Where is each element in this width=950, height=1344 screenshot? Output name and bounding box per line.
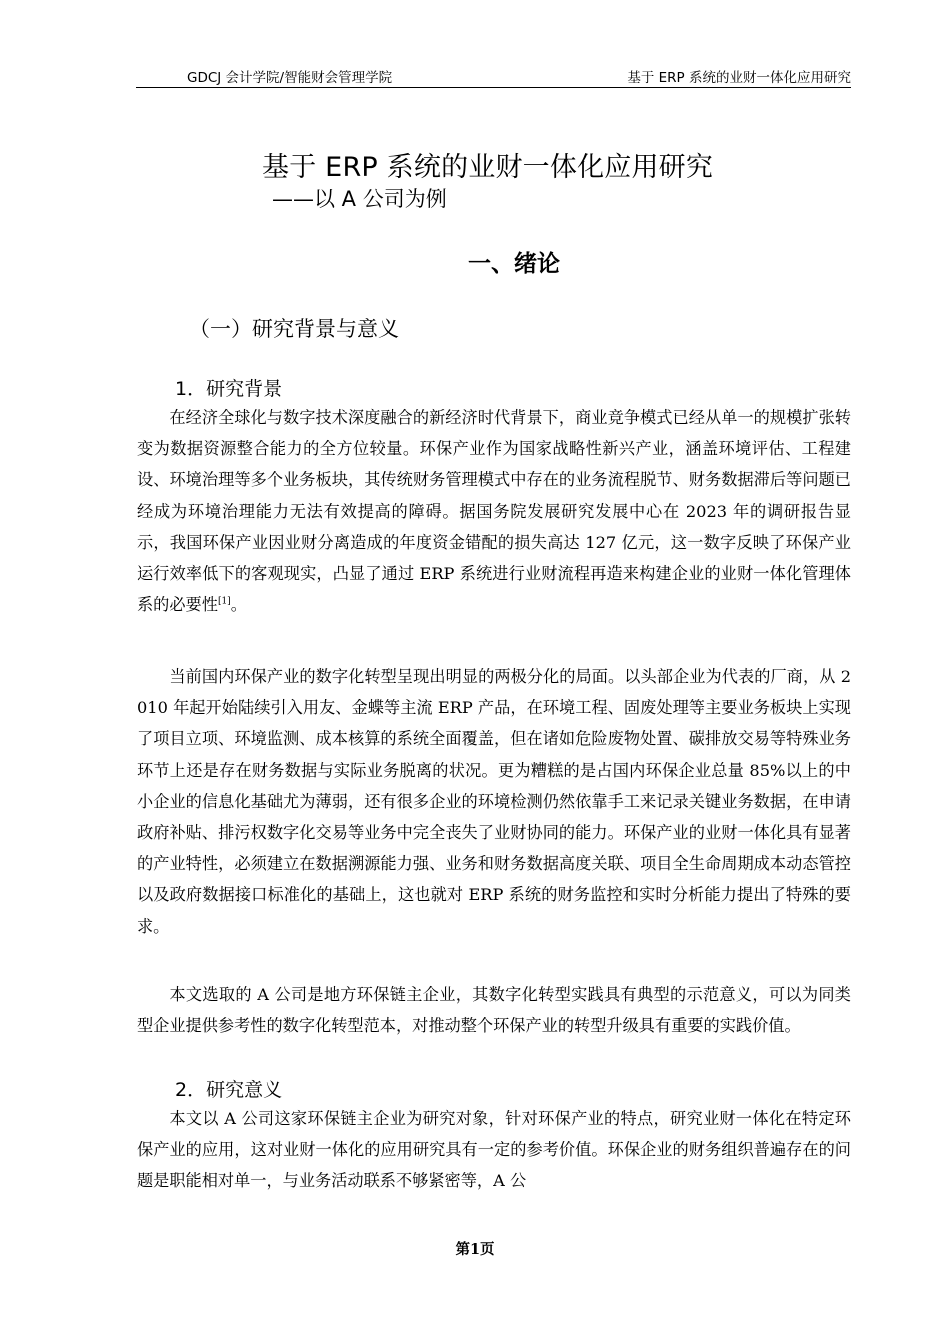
paragraph: 当前国内环保产业的数字化转型呈现出明显的两极分化的局面。以头部企业为代表的厂商，从 2010 年起开始陆续引入用友、金蝶等主流 ERP 产品，在环境工程、固废处理等主要业务板块上实现了项目立项、环境监测、成本核算的系统全面覆盖，但在诸如危险废物处置、碳排放交易等特殊业务环节上还是存在财务数据与实际业务脱离的状况。更为糟糕的是占国内环保企业总量 85%以上的中小企业的信息化基础尤为薄弱，还有很多企业的环境检测仍然依靠手工来记录关键业务数据，在申请政府补贴、排污权数字化交易等业务中完全丧失了业财协同的能力。环保产业的业财一体化具有显著的产业特性，必须建立在数据溯源能力强、业务和财务数据高度关联、项目全生命周期成本动态管控以及政府数据接口标准化的基础上，这也就对 ERP 系统的财务监控和实时分析能力提出了特殊的要求。	[137, 667, 851, 936]
paragraph: 本文选取的 A 公司是地方环保链主企业，其数字化转型实践具有典型的示范意义，可以为同类型企业提供参考性的数字化转型范本，对推动整个环保产业的转型升级具有重要的实践价值。	[137, 985, 851, 1036]
header-right-text: 基于 ERP 系统的业财一体化应用研究	[627, 70, 851, 86]
header-divider	[136, 87, 851, 88]
citation: [1]	[217, 596, 231, 607]
paragraph-text: 在经济全球化与数字技术深度融合的新经济时代背景下，商业竞争模式已经从单一的规模扩张转变为数据资源整合能力的全方位较量。环保产业作为国家战略性新兴产业，涵盖环境评估、工程建设、环境治理等多个业务板块，其传统财务管理模式中存在的业务流程脱节、财务数据滞后等问题已经成为环境治理能力无法有效提高的障碍。据国务院发展研究发展中心在 2023 年的调研报告显示，我国环保产业因业财分离造成的年度资金错配的损失高达 127 亿元，这一数字反映了环保产业运行效率低下的客观现实，凸显了通过 ERP 系统进行业财流程再造来构建企业的业财一体化管理体系的必要性	[137, 408, 851, 615]
paragraph	[137, 402, 851, 620]
page-number: 第1页	[455, 1241, 495, 1258]
background-heading: 1．研究背景	[175, 378, 283, 400]
paper-subtitle: ——以 A 公司为例	[272, 187, 447, 211]
paragraph-end: 。	[230, 595, 247, 615]
significance-heading: 2．研究意义	[175, 1079, 283, 1101]
section-heading: 一、绪论	[468, 251, 560, 277]
paper-title: 基于 ERP 系统的业财一体化应用研究	[262, 152, 714, 183]
subsection-heading: （一）研究背景与意义	[189, 317, 399, 341]
paragraph: 本文以 A 公司这家环保链主企业为研究对象，针对环保产业的特点，研究业财一体化在特定环保产业的应用，这对业财一体化的应用研究具有一定的参考价值。环保企业的财务组织普遍存在的问题是职能相对单一，与业务活动联系不够紧密等，A 公	[137, 1109, 851, 1191]
header-left-text: GDCJ 会计学院/智能财会管理学院	[187, 70, 393, 86]
